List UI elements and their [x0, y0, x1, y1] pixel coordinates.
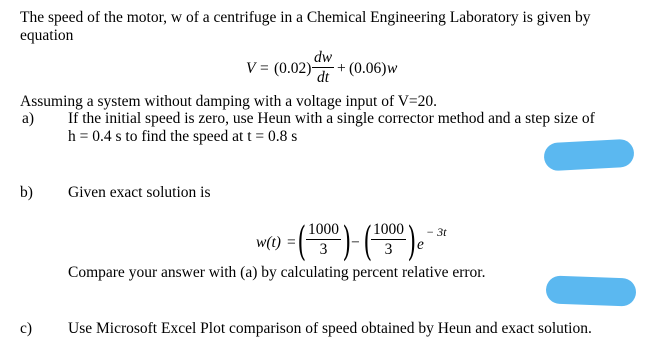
eq1-derivative-num: dw: [314, 49, 333, 66]
part-a-line-2: h = 0.4 s to find the speed at t = 0.8 s: [68, 128, 298, 145]
formula-lhs: w(t): [256, 234, 281, 251]
part-b-text: Given exact solution is: [68, 184, 211, 201]
right-paren-1: ): [342, 219, 352, 265]
formula-base: e: [417, 236, 424, 253]
eq1-plus: +: [337, 60, 346, 77]
frac-1-num: 1000: [308, 221, 339, 238]
intro-line-1: The speed of the motor, w of a centrifuge in a Chemical Engineering Laboratory is given by: [20, 9, 591, 26]
assumption-text: Assuming a system without damping with a voltage input of V=20.: [20, 93, 438, 110]
formula-minus: −: [351, 234, 360, 251]
frac-1-den: 3: [319, 240, 328, 258]
part-b-compare: Compare your answer with (a) by calculating percent relative error.: [68, 264, 486, 281]
highlight-blob-2: [546, 275, 637, 306]
eq1-derivative-den: dt: [317, 68, 330, 86]
left-paren-1: (: [297, 219, 307, 265]
part-c-label: c): [20, 320, 33, 337]
eq1-lhs: V: [246, 60, 256, 77]
part-b-label: b): [20, 184, 33, 201]
eq1-coef2: (0.06): [349, 60, 387, 77]
part-c-text: Use Microsoft Excel Plot comparison of speed obtained by Heun and exact solution.: [68, 320, 592, 337]
highlight-blob-1: [543, 139, 634, 172]
eq1-derivative: [312, 50, 334, 85]
part-a-line-1: If the initial speed is zero, use Heun with a single corrector method and a step size of: [68, 110, 595, 127]
frac-2-den: 3: [384, 240, 393, 258]
eq1-var: w: [387, 60, 398, 77]
intro-line-2: equation: [20, 27, 74, 44]
formula-exponent: − 3t: [426, 225, 447, 239]
formula-frac-2: [371, 222, 406, 257]
part-a-label: a): [22, 110, 35, 127]
right-paren-2: ): [407, 219, 417, 265]
eq1-equals: =: [260, 60, 269, 77]
formula-frac-1: [306, 222, 341, 257]
formula-equals: =: [287, 234, 296, 251]
eq1-coef1: (0.02): [274, 60, 312, 77]
frac-2-num: 1000: [373, 221, 404, 238]
left-paren-2: (: [363, 219, 373, 265]
